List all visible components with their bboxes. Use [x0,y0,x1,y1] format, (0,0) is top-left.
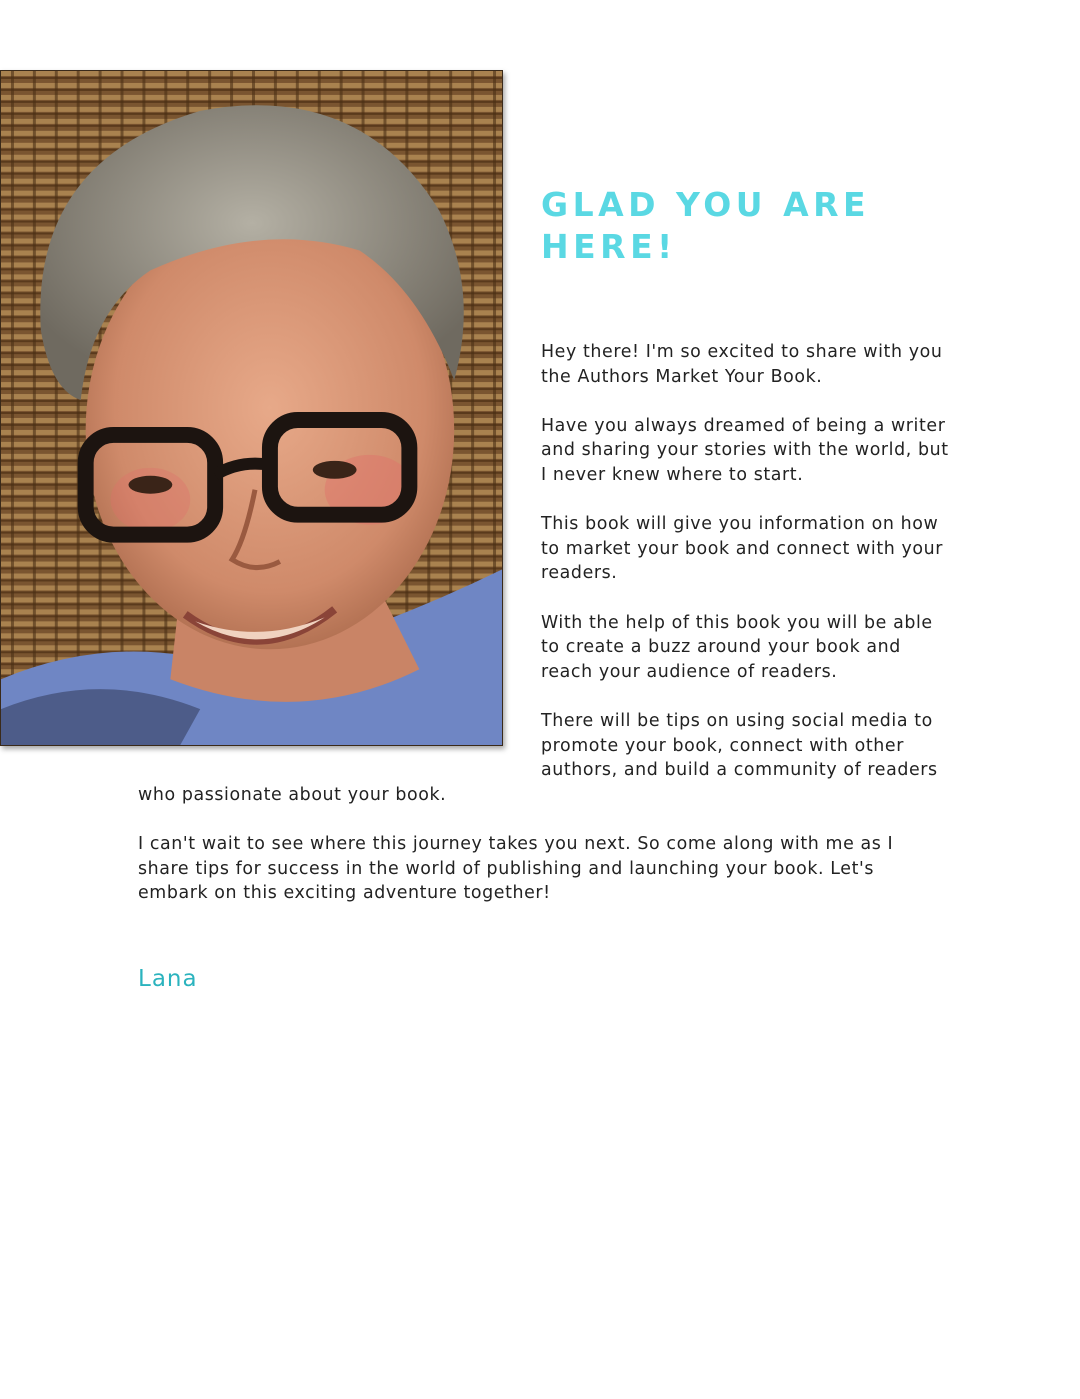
paragraph-2: Have you always dreamed of being a writer and sharing your stories with the world, but I never knew where to start. [541,415,949,485]
closing-text-block [138,783,938,906]
paragraph-3: This book will give you information on how to market your book and connect with your readers. [541,514,944,584]
paragraph-5-part-2: who passionate about your book. [138,785,447,805]
author-signature: Lana [138,966,198,992]
intro-text-column [541,340,951,783]
paragraph-4: With the help of this book you will be able to create a buzz around your book and reach your audience of readers. [541,612,933,682]
paragraph-1: Hey there! I'm so excited to share with you the Authors Market Your Book. [541,342,943,387]
paragraph-5-part-1: There will be tips on using social media to promote your book, connect with other authors, and build a community of readers [541,710,938,781]
heading-line-1: GLAD YOU ARE [541,185,871,224]
heading-line-2: HERE! [541,227,677,266]
portrait-illustration [1,71,502,745]
author-portrait-photo [0,70,503,746]
paragraph-6: I can't wait to see where this journey takes you next. So come along with me as I share tips for success in the world of publishing and launching your book. Let's embark on this exciting adventure together! [138,834,894,904]
page-heading [541,184,961,268]
